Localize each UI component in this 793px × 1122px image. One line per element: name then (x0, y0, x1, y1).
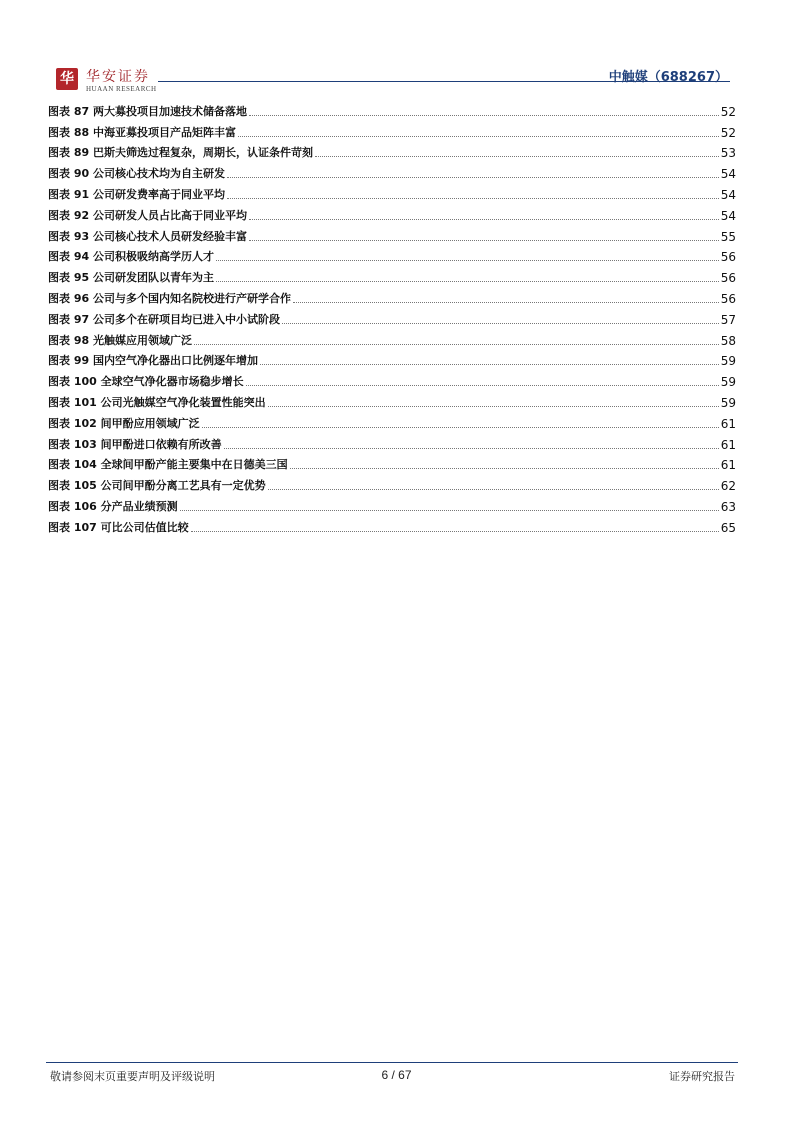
toc-leader-dots (315, 156, 719, 157)
toc-leader-dots (268, 406, 719, 407)
toc-entry[interactable] (48, 160, 736, 181)
figure-list (48, 98, 736, 535)
toc-entry[interactable] (48, 285, 736, 306)
toc-entry-page[interactable]: 52 (720, 104, 736, 119)
toc-entry[interactable] (48, 181, 736, 202)
toc-entry-label[interactable]: 图表 107 可比公司估值比较 (48, 520, 189, 534)
toc-entry[interactable] (48, 306, 736, 327)
toc-entry-label[interactable]: 图表 87 两大募投项目加速技术储备落地 (48, 104, 247, 118)
toc-leader-dots (260, 364, 719, 365)
toc-entry-page[interactable]: 54 (720, 187, 736, 202)
toc-entry-page[interactable]: 53 (720, 146, 736, 161)
toc-entry[interactable] (48, 452, 736, 473)
toc-entry-page[interactable]: 62 (720, 479, 736, 494)
toc-leader-dots (249, 240, 719, 241)
toc-entry-page[interactable]: 54 (720, 167, 736, 182)
toc-entry[interactable] (48, 368, 736, 389)
toc-entry[interactable] (48, 202, 736, 223)
toc-entry-label[interactable]: 图表 91 公司研发费率高于同业平均 (48, 187, 225, 201)
toc-entry-label[interactable]: 图表 105 公司间甲酚分离工艺具有一定优势 (48, 479, 266, 493)
toc-entry[interactable] (48, 223, 736, 244)
toc-leader-dots (249, 219, 719, 220)
toc-entry-page[interactable]: 59 (720, 354, 736, 369)
toc-leader-dots (293, 302, 719, 303)
toc-leader-dots (227, 198, 719, 199)
toc-entry-page[interactable]: 52 (720, 125, 736, 140)
toc-entry-page[interactable]: 59 (720, 375, 736, 390)
toc-entry[interactable] (48, 140, 736, 161)
page-number: 6 / 67 (381, 1068, 412, 1082)
toc-entry[interactable] (48, 514, 736, 535)
toc-entry[interactable] (48, 348, 736, 369)
toc-entry[interactable] (48, 493, 736, 514)
toc-entry-page[interactable]: 65 (720, 520, 736, 535)
toc-entry[interactable] (48, 410, 736, 431)
toc-entry[interactable] (48, 389, 736, 410)
toc-leader-dots (249, 115, 719, 116)
toc-leader-dots (202, 427, 719, 428)
toc-entry-label[interactable]: 图表 93 公司核心技术人员研发经验丰富 (48, 229, 247, 243)
toc-entry-page[interactable]: 57 (720, 312, 736, 327)
toc-entry-label[interactable]: 图表 101 公司光触媒空气净化装置性能突出 (48, 395, 266, 409)
toc-entry[interactable] (48, 98, 736, 119)
toc-entry[interactable] (48, 472, 736, 493)
toc-leader-dots (194, 344, 719, 345)
logo-text-en: HUAAN RESEARCH (86, 85, 157, 93)
toc-entry[interactable] (48, 119, 736, 140)
toc-entry-label[interactable]: 图表 92 公司研发人员占比高于同业平均 (48, 208, 247, 222)
toc-entry-page[interactable]: 63 (720, 499, 736, 514)
toc-entry-page[interactable]: 61 (720, 437, 736, 452)
toc-entry-label[interactable]: 图表 97 公司多个在研项目均已进入中小试阶段 (48, 312, 280, 326)
toc-entry-page[interactable]: 56 (720, 250, 736, 265)
toc-entry-label[interactable]: 图表 104 全球间甲酚产能主要集中在日德美三国 (48, 458, 288, 472)
toc-entry-label[interactable]: 图表 99 国内空气净化器出口比例逐年增加 (48, 354, 258, 368)
toc-leader-dots (246, 385, 719, 386)
toc-entry-page[interactable]: 56 (720, 271, 736, 286)
toc-entry-page[interactable]: 61 (720, 416, 736, 431)
toc-entry-label[interactable]: 图表 95 公司研发团队以青年为主 (48, 271, 214, 285)
toc-entry-label[interactable]: 图表 89 巴斯夫筛选过程复杂，周期长，认证条件苛刻 (48, 146, 313, 160)
toc-leader-dots (224, 448, 719, 449)
toc-entry-label[interactable]: 图表 96 公司与多个国内知名院校进行产研学合作 (48, 291, 291, 305)
toc-entry-page[interactable]: 56 (720, 291, 736, 306)
toc-entry-label[interactable]: 图表 100 全球空气净化器市场稳步增长 (48, 375, 244, 389)
toc-leader-dots (180, 510, 719, 511)
toc-entry-label[interactable]: 图表 106 分产品业绩预测 (48, 499, 178, 513)
logo-text-cn: 华安证券 (86, 69, 150, 85)
toc-leader-dots (216, 260, 719, 261)
toc-leader-dots (282, 323, 719, 324)
toc-leader-dots (238, 136, 719, 137)
toc-leader-dots (191, 531, 719, 532)
toc-entry[interactable] (48, 264, 736, 285)
toc-entry-label[interactable]: 图表 98 光触媒应用领域广泛 (48, 333, 192, 347)
footer-divider (46, 1062, 738, 1063)
toc-entry-page[interactable]: 61 (720, 458, 736, 473)
toc-leader-dots (216, 281, 719, 282)
toc-leader-dots (290, 468, 719, 469)
toc-entry[interactable] (48, 327, 736, 348)
toc-leader-dots (227, 177, 719, 178)
toc-entry-label[interactable]: 图表 102 间甲酚应用领域广泛 (48, 416, 200, 430)
footer-disclaimer: 敬请参阅末页重要声明及评级说明 (50, 1070, 215, 1083)
toc-entry-page[interactable]: 54 (720, 208, 736, 223)
footer-report-type: 证券研究报告 (669, 1070, 735, 1083)
huaan-logo-icon: 华 (56, 68, 78, 90)
company-title: 中触媒（688267） (608, 70, 728, 85)
toc-entry-label[interactable]: 图表 103 间甲酚进口依赖有所改善 (48, 437, 222, 451)
toc-entry-page[interactable]: 59 (720, 395, 736, 410)
toc-entry-label[interactable]: 图表 90 公司核心技术均为自主研发 (48, 167, 225, 181)
toc-entry-page[interactable]: 55 (720, 229, 736, 244)
toc-entry-label[interactable]: 图表 94 公司积极吸纳高学历人才 (48, 250, 214, 264)
toc-entry[interactable] (48, 431, 736, 452)
toc-entry-label[interactable]: 图表 88 中海亚募投项目产品矩阵丰富 (48, 125, 236, 139)
toc-entry[interactable] (48, 244, 736, 265)
toc-leader-dots (268, 489, 719, 490)
toc-entry-page[interactable]: 58 (720, 333, 736, 348)
